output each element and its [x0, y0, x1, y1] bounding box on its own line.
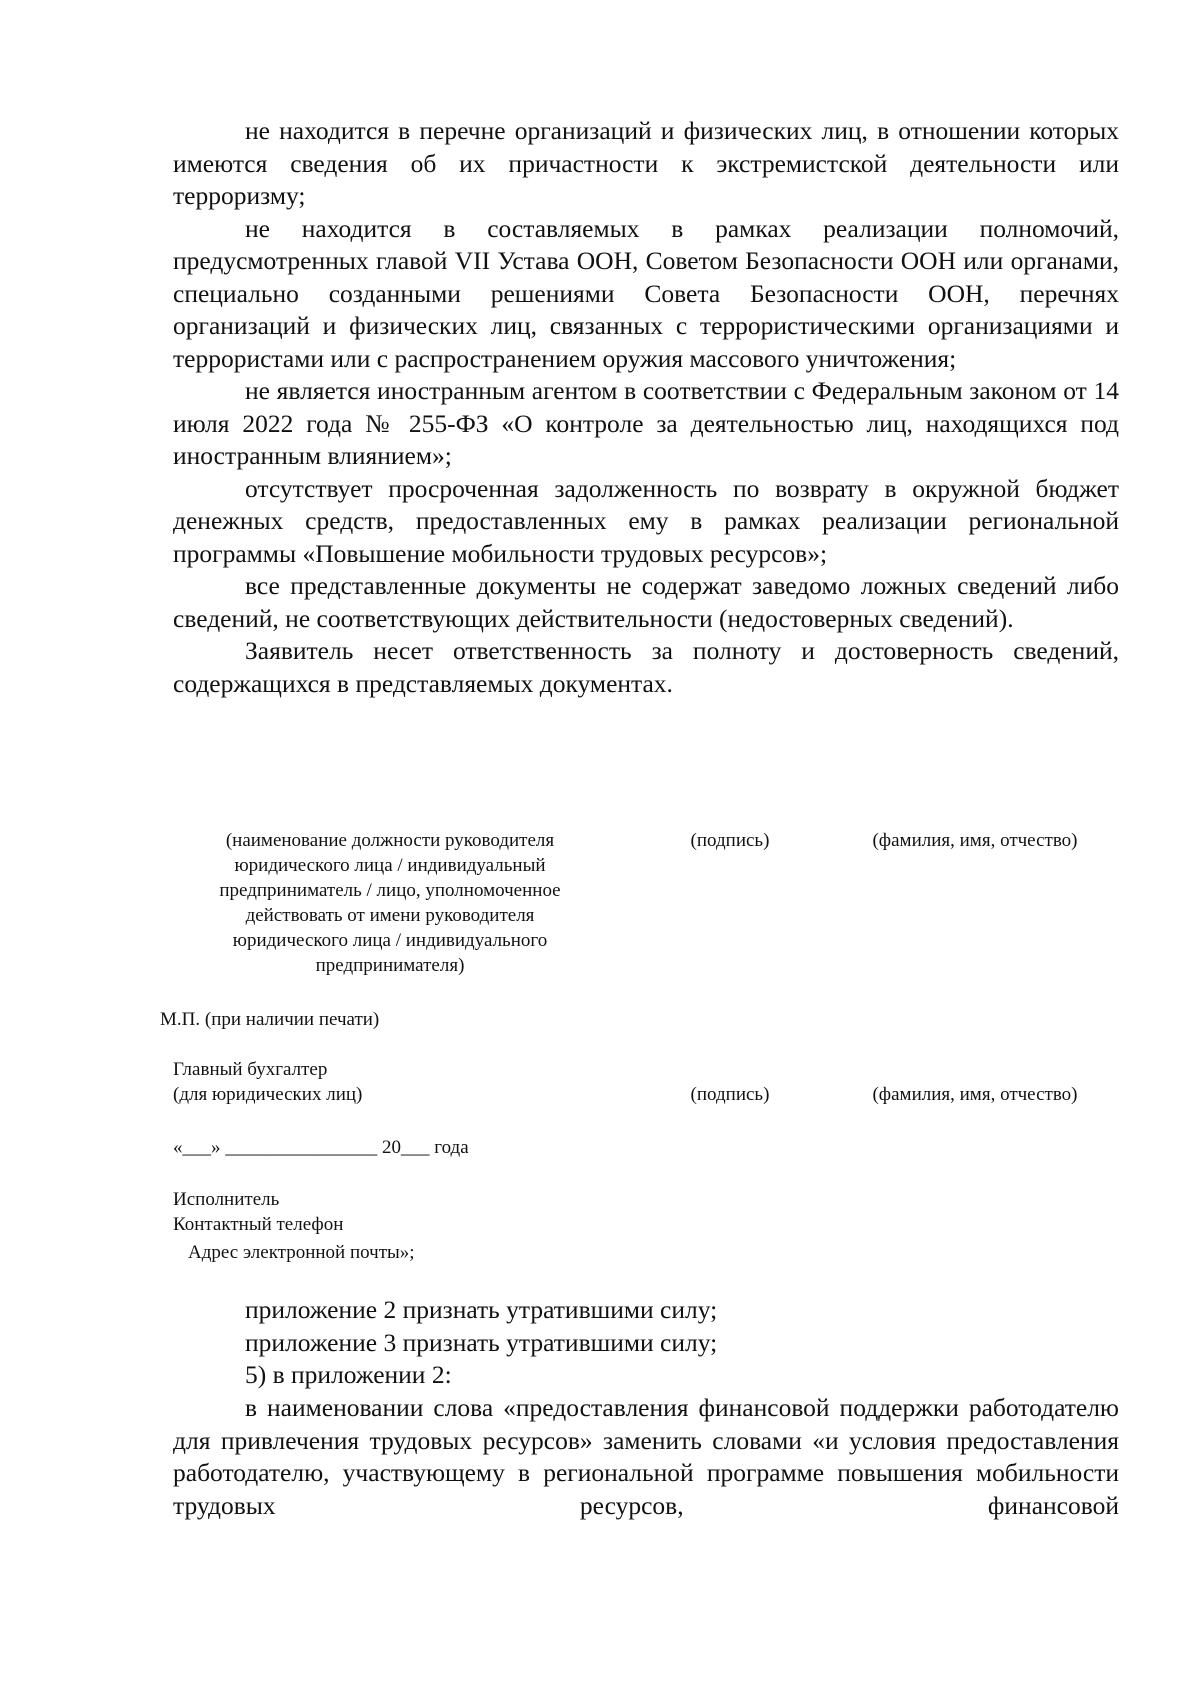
paragraph-un-lists: не находится в составляемых в рамках реализации полномочий, предусмотренных главой VII Устава ООН, Советом Безопасности ООН или органами, специально созданными решениями Совета Безопасности ООН, перечнях организаций и физических лиц, связанных с террористическими организациями и террористами или с распространением оружия массового уничтожения;	[173, 213, 1119, 373]
amendment-line: приложение 3 признать утратившими силу;	[245, 1327, 718, 1357]
accountant-signature-caption: (подпись)	[690, 1084, 770, 1105]
amendment-line: 5) в приложении 2:	[245, 1360, 452, 1389]
conditions-text	[173, 115, 1119, 700]
phone-label: Контактный телефон	[173, 1214, 344, 1235]
accountant-title: Главный бухгалтер	[173, 1059, 328, 1080]
paragraph-foreign-agent: не является иностранным агентом в соответствии с Федеральным законом от 14 июля 2022 года № 255-ФЗ «О контроле за деятельностью лиц, находящихся под иностранным влиянием»;	[173, 376, 1119, 470]
executor-label: Исполнитель	[173, 1189, 280, 1210]
date-line: «___» ________________ 20___ года	[173, 1137, 469, 1158]
paragraph-debt: отсутствует просроченная задолженность по возврату в окружной бюджет денежных средств, предоставленных ему в рамках реализации региональной программы «Повышение мобильности трудовых ресурсов»;	[173, 473, 1119, 568]
paragraph-extremism: не находится в перечне организаций и физических лиц, в отношении которых имеются сведения об их причастности к экстремистской деятельности или терроризму;	[173, 116, 1119, 210]
name-caption: (фамилия, имя, отчество)	[872, 830, 1078, 851]
position-caption: (наименование должности руководителя юридического лица / индивидуальный предприниматель / лицо, уполномоченное действовать от имени руководителя юридического лица / индивидуального предпринимателя)	[219, 830, 561, 976]
paragraph-documents: все представленные документы не содержат заведомо ложных сведений либо сведений, не соответствующих действительности (недостоверных сведений).	[173, 571, 1119, 633]
amendment-lines	[173, 1294, 1119, 1392]
stamp-note: М.П. (при наличии печати)	[160, 1009, 380, 1030]
paragraph-responsibility: Заявитель несет ответственность за полноту и достоверность сведений, содержащихся в представляемых документах.	[173, 636, 1119, 698]
amendment-text	[173, 1392, 1119, 1522]
amendment-line: приложение 2 признать утратившими силу;	[245, 1295, 718, 1324]
accountant-note: (для юридических лиц)	[173, 1084, 363, 1105]
paragraph-name-change: в наименовании слова «предоставления финансовой поддержки работодателю для привлечения трудовых ресурсов» заменить словами «и условия предоставления работодателю, участвующему в региональной программе повышения мобильности трудовых ресурсов, финансовой	[173, 1393, 1119, 1520]
signature-caption: (подпись)	[690, 830, 770, 851]
email-label: Адрес электронной почты»;	[188, 1242, 415, 1263]
accountant-name-caption: (фамилия, имя, отчество)	[872, 1084, 1078, 1105]
